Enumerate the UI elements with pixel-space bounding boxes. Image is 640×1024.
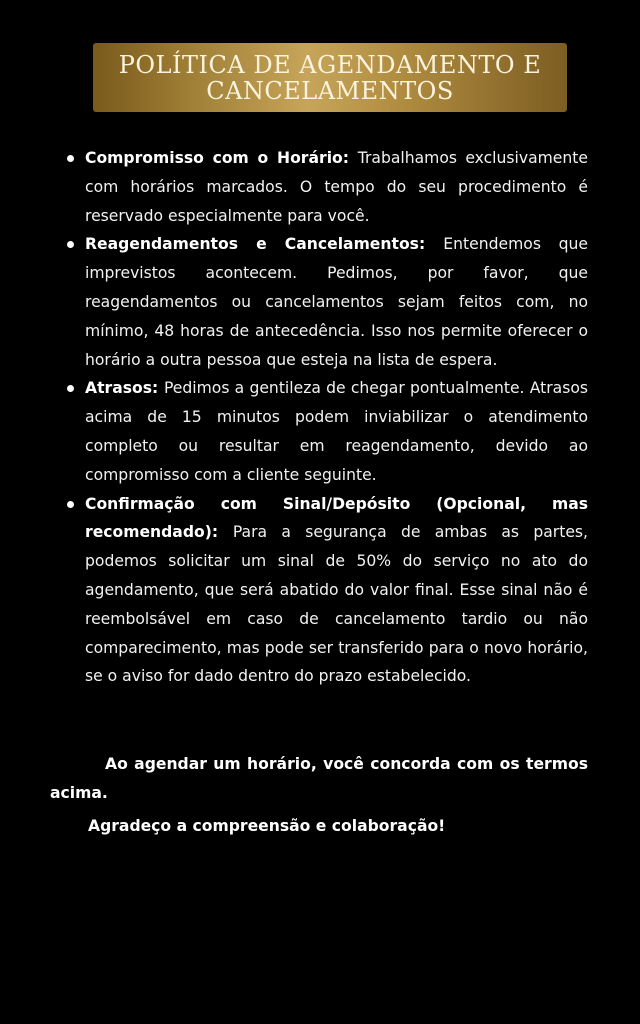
policy-body: Para a segurança de ambas as partes, podemos solicitar um sinal de 50% do serviço no ato do agendamento, que será abatido do valor final. Esse sinal não é reembolsável em caso de cancelamento tardio ou não comparecimento, mas pode ser transferido para o novo horário, se o aviso for dado dentro do prazo estabelecido. (85, 523, 588, 686)
bullet-icon (67, 155, 74, 162)
bullet-icon (67, 241, 74, 248)
policy-item-sinal (85, 490, 588, 692)
policy-body: Trabalhamos exclusivamente com horários marcados. O tempo do seu procedimento é reservado especialmente para você. (85, 149, 588, 225)
bullet-icon (67, 385, 74, 392)
policy-list (50, 144, 588, 691)
policy-item-horario (85, 144, 588, 230)
policy-heading: Compromisso com o Horário: (85, 149, 358, 167)
bullet-icon (67, 501, 74, 508)
policy-heading: Confirmação com Sinal/Depósito (Opcional, mas recomendado): (85, 494, 588, 542)
policy-heading: Atrasos: (85, 379, 164, 398)
page-title: POLÍTICA DE AGENDAMENTO E CANCELAMENTOS (118, 50, 542, 105)
policy-heading: Reagendamentos e Cancelamentos: (85, 235, 444, 254)
policy-item-atrasos (85, 374, 588, 489)
policy-body: Entendemos que imprevistos acontecem. Pedimos, por favor, que reagendamentos ou cancelamentos sejam feitos com, no mínimo, 48 horas de antecedência. Isso nos permite oferecer o horário a outra pessoa que esteja na lista de espera. (85, 235, 588, 369)
title-banner (93, 43, 567, 112)
policy-body: Pedimos a gentileza de chegar pontualmente. Atrasos acima de 15 minutos podem inviabilizar o atendimento completo ou resultar em reagendamento, devido ao compromisso com a cliente seguinte. (85, 379, 588, 484)
closing-thanks-text: Agradeço a compreensão e colaboração! (88, 817, 446, 835)
closing-terms-text: Ao agendar um horário, você concorda com os termos acima. (50, 755, 588, 802)
policy-item-cancelamentos (85, 230, 588, 374)
